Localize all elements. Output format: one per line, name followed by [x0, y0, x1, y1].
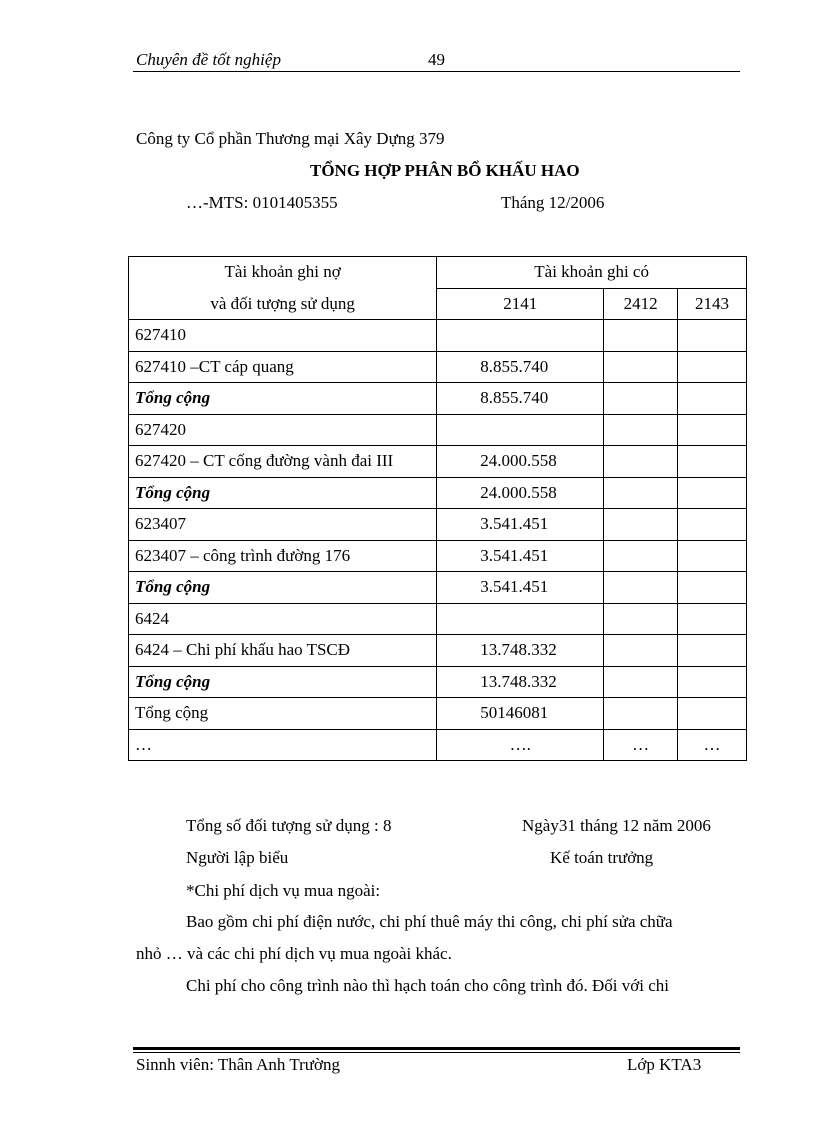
row-label: Tổng cộng [129, 698, 437, 730]
report-date: Ngày31 tháng 12 năm 2006 [522, 816, 711, 835]
cell-2143 [678, 446, 747, 478]
cell-2143 [678, 540, 747, 572]
row-label: … [129, 729, 437, 761]
company-name: Công ty Cổ phần Thương mại Xây Dựng 379 [136, 129, 445, 148]
cell-2412: … [604, 729, 678, 761]
credit-account-2143: 2143 [678, 288, 747, 320]
footer-student: Sinnh viên: Thân Anh Trường [136, 1055, 340, 1074]
row-label: 6424 – Chi phí khấu hao TSCĐ [129, 635, 437, 667]
debit-account-header [129, 257, 437, 320]
cell-2143 [678, 603, 747, 635]
table-row [129, 666, 747, 698]
table-row [129, 509, 747, 541]
row-label: 627410 –CT cáp quang [129, 351, 437, 383]
paragraph-2-line-1: Chi phí cho công trình nào thì hạch toán cho công trình đó. Đối với chi [186, 976, 670, 995]
cell-2412 [604, 572, 678, 604]
cell-2141 [437, 603, 604, 635]
cell-2141: 50146081 [437, 698, 604, 730]
document-title: TỔNG HỢP PHÂN BỔ KHẤU HAO [310, 161, 580, 180]
paragraph-1-line-1: Bao gồm chi phí điện nước, chi phí thuê máy thi công, chi phí sửa chữa [186, 912, 673, 931]
table-row [129, 540, 747, 572]
tax-code: …-MTS: 0101405355 [186, 193, 338, 212]
objects-count: Tổng số đối tượng sử dụng : 8 [186, 816, 392, 835]
cell-2143: … [678, 729, 747, 761]
cell-2412 [604, 414, 678, 446]
table-row [129, 572, 747, 604]
page-number: 49 [428, 50, 445, 69]
row-label: 627410 [129, 320, 437, 352]
cell-2412 [604, 509, 678, 541]
chief-accountant-label: Kế toán trưởng [550, 848, 654, 867]
table-row [129, 446, 747, 478]
row-label: 627420 [129, 414, 437, 446]
cell-2143 [678, 477, 747, 509]
credit-account-2412: 2412 [604, 288, 678, 320]
table-row [129, 477, 747, 509]
cell-2141: …. [437, 729, 604, 761]
table-row [129, 351, 747, 383]
footer-rule-thick [133, 1047, 740, 1050]
cell-2412 [604, 603, 678, 635]
cell-2141 [437, 414, 604, 446]
header-title: Chuyên đề tốt nghiệp [136, 50, 281, 69]
cell-2143 [678, 572, 747, 604]
cell-2143 [678, 635, 747, 667]
cell-2143 [678, 414, 747, 446]
cell-2141: 3.541.451 [437, 540, 604, 572]
cell-2141: 24.000.558 [437, 446, 604, 478]
cell-2143 [678, 351, 747, 383]
cell-2412 [604, 635, 678, 667]
row-label: 6424 [129, 603, 437, 635]
cell-2141: 24.000.558 [437, 477, 604, 509]
cell-2412 [604, 698, 678, 730]
table-row [129, 383, 747, 415]
preparer-label: Người lập biểu [186, 848, 289, 867]
cell-2412 [604, 446, 678, 478]
row-label: Tổng cộng [129, 477, 437, 509]
table-row [129, 603, 747, 635]
depreciation-table [128, 256, 747, 761]
cell-2412 [604, 383, 678, 415]
paragraph-1-line-2: nhỏ … và các chi phí dịch vụ mua ngoài khác. [136, 944, 452, 963]
debit-header-line1: Tài khoản ghi nợ [224, 262, 341, 281]
report-month: Tháng 12/2006 [501, 193, 605, 212]
cell-2143 [678, 509, 747, 541]
row-label: Tổng cộng [129, 572, 437, 604]
footer-rule-thin [133, 1052, 740, 1053]
cell-2412 [604, 320, 678, 352]
table-row [129, 414, 747, 446]
section-heading: *Chi phí dịch vụ mua ngoài: [186, 881, 381, 900]
header-rule [133, 71, 740, 72]
debit-header-line2: và đối tượng sử dụng [210, 294, 355, 313]
cell-2143 [678, 666, 747, 698]
cell-2143 [678, 383, 747, 415]
cell-2141 [437, 320, 604, 352]
row-label: Tổng cộng [129, 666, 437, 698]
row-label: 623407 [129, 509, 437, 541]
row-label: Tổng cộng [129, 383, 437, 415]
cell-2143 [678, 320, 747, 352]
cell-2412 [604, 477, 678, 509]
row-label: 627420 – CT cống đường vành đai III [129, 446, 437, 478]
cell-2141: 3.541.451 [437, 572, 604, 604]
footer-class: Lớp KTA3 [627, 1055, 702, 1074]
cell-2412 [604, 540, 678, 572]
cell-2141: 8.855.740 [437, 351, 604, 383]
table-row [129, 635, 747, 667]
cell-2412 [604, 351, 678, 383]
row-label: 623407 – công trình đường 176 [129, 540, 437, 572]
cell-2141: 13.748.332 [437, 635, 604, 667]
cell-2141: 8.855.740 [437, 383, 604, 415]
table-row [129, 320, 747, 352]
table-row [129, 698, 747, 730]
cell-2143 [678, 698, 747, 730]
table-row [129, 729, 747, 761]
credit-account-header: Tài khoản ghi có [437, 257, 747, 289]
cell-2412 [604, 666, 678, 698]
credit-account-2141: 2141 [437, 288, 604, 320]
table-header-row [129, 257, 747, 289]
cell-2141: 13.748.332 [437, 666, 604, 698]
cell-2141: 3.541.451 [437, 509, 604, 541]
